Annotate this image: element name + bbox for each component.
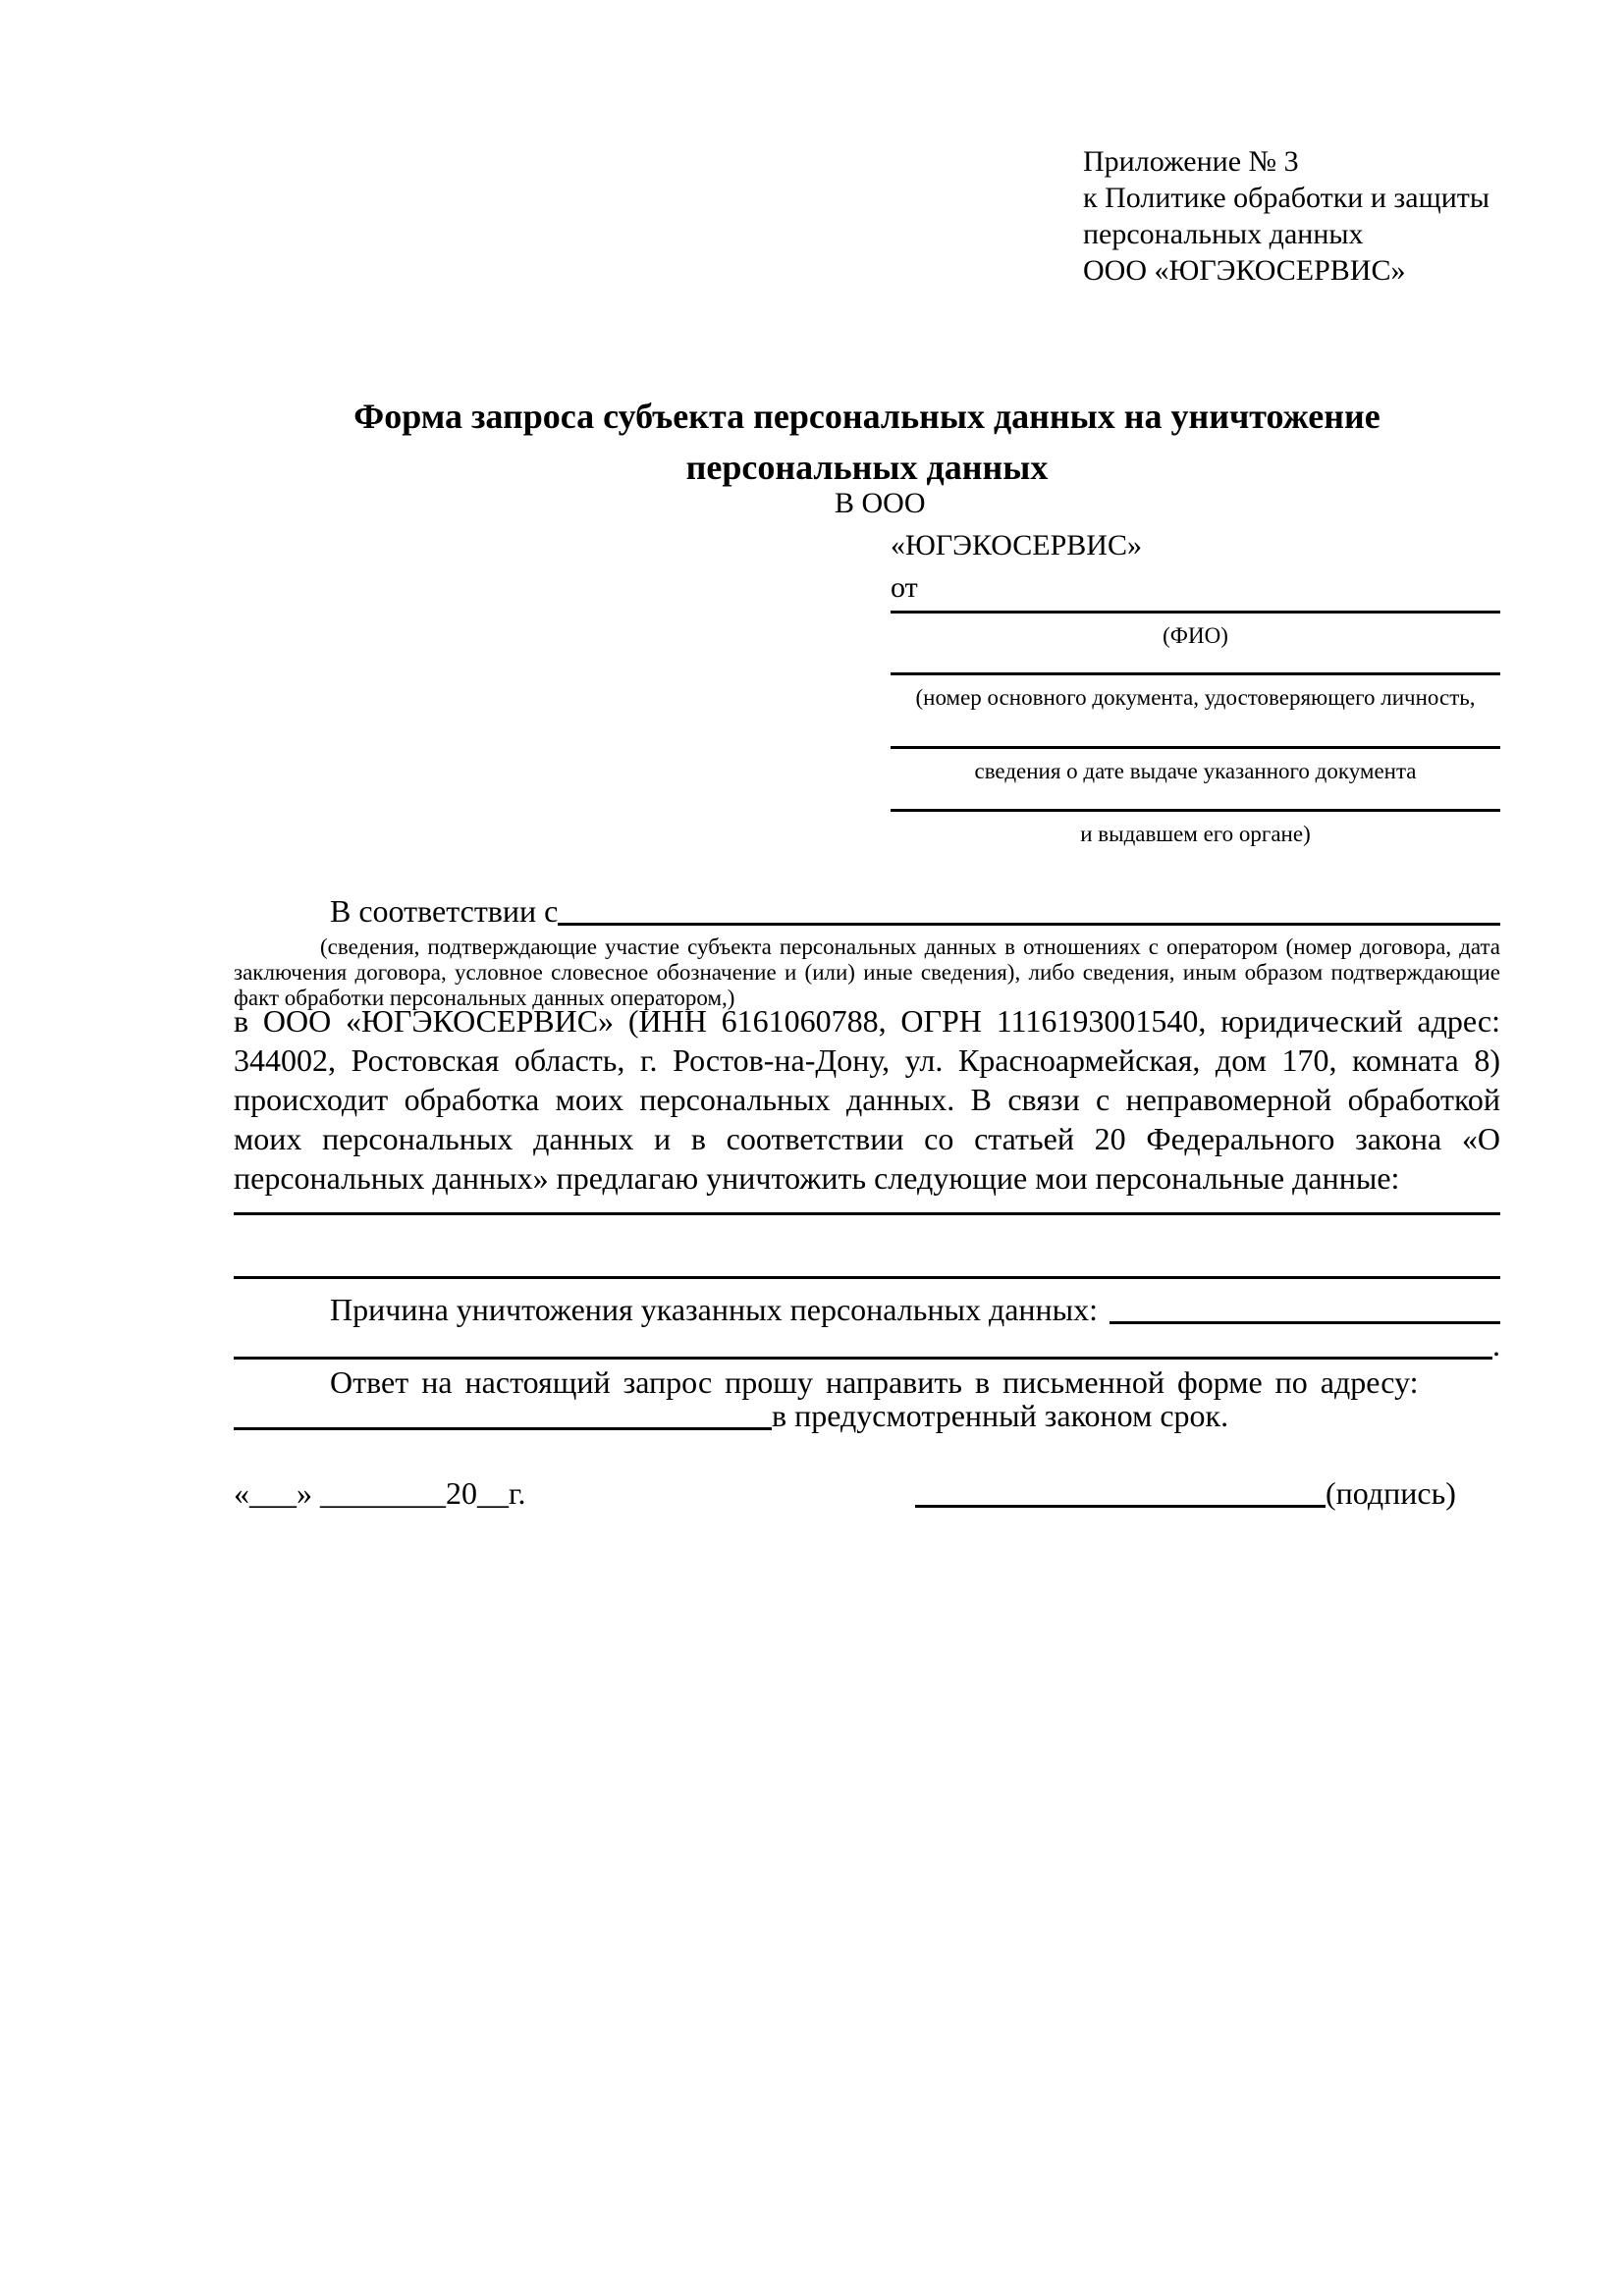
response-tail: в предусмотренный законом срок. (772, 1398, 1229, 1433)
doc-issue-date-blank-line (891, 746, 1500, 749)
date-line: «___» ________20__г. (234, 1475, 526, 1511)
accordance-row (234, 889, 1500, 933)
response-paragraph: Ответ на настоящий запрос прошу направить в письменной форме по адресу: (330, 1364, 1419, 1400)
reason-blank-line (1110, 1288, 1500, 1324)
addressee-to-prefix: В ООО (835, 487, 926, 519)
signature-caption: (подпись) (1326, 1475, 1456, 1511)
doc-issuer-blank-line (891, 809, 1500, 812)
doc-issuer-caption: и выдавшем его органе) (1080, 822, 1311, 846)
appendix-line: к Политике обработки и защиты (1083, 182, 1490, 214)
document-title (234, 391, 1500, 493)
data-blank-line-2 (234, 1276, 1500, 1279)
document-title-line2: персональных данных (685, 448, 1049, 487)
addressee-org-name: «ЮГЭКОСЕРВИС» (891, 529, 1142, 561)
appendix-line: Приложение № 3 (1083, 145, 1299, 178)
signature-row (915, 1471, 1456, 1515)
doc-issue-date-caption: сведения о дате выдаче указанного документа (974, 759, 1417, 783)
response-term-row (234, 1394, 1500, 1437)
accordance-label: В соответствии с (330, 893, 559, 929)
fio-blank-line (891, 611, 1500, 614)
doc-number-blank-line (891, 672, 1500, 675)
address-blank-line (234, 1394, 772, 1430)
data-blank-line-1 (234, 1212, 1500, 1215)
fio-caption: (ФИО) (1163, 623, 1228, 648)
addressee-from-label: от (891, 571, 918, 604)
appendix-line: персональных данных (1083, 218, 1364, 250)
document-title-line1: Форма запроса субъекта персональных данных на уничтожение (353, 397, 1380, 436)
reason-blank-line-2 (234, 1323, 1492, 1360)
accordance-note: (сведения, подтверждающие участие субъекта персональных данных в отношениях с оператором (номер договора, дата заключения договора, условное словесное обозначение и (или) иные сведения), либо сведения, иным образом подтверждающие факт обработки персональных данных оператором,) (234, 934, 1500, 1010)
accordance-blank-line (558, 889, 1500, 926)
doc-number-caption: (номер основного документа, удостоверяющего личность, (915, 685, 1476, 710)
period-mark: . (1492, 1327, 1500, 1362)
appendix-line: ООО «ЮГЭКОСЕРВИС» (1083, 254, 1406, 287)
signature-blank-line (915, 1471, 1326, 1508)
main-paragraph: в ООО «ЮГЭКОСЕРВИС» (ИНН 6161060788, ОГРН 1116193001540, юридический адрес: 344002, Ростовская область, г. Ростов-на-Дону, ул. Красноармейская, дом 170, комната 8) происходит обработка моих персональных данных. В связи с неправомерной обработкой моих персональных данных и в соответствии со статьей 20 Федерального закона «О персональных данных» предлагаю уничтожить следующие мои персональные данные: (234, 1003, 1500, 1196)
reason-label: Причина уничтожения указанных персональных данных: (330, 1292, 1099, 1327)
appendix-block (1083, 143, 1489, 289)
